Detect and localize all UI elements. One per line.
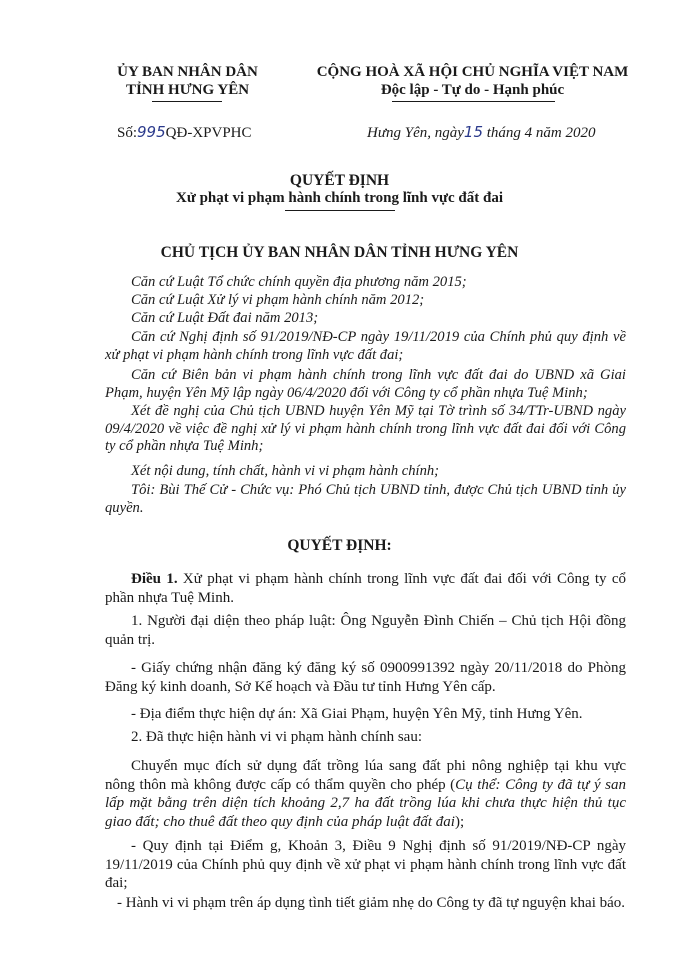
violation-heading: 2. Đã thực hiện hành vi vi phạm hành chính sau:	[131, 729, 422, 745]
document-subtitle: Xử phạt vi phạm hành chính trong lĩnh vực đất đai	[176, 190, 503, 206]
agency-name-line2: TỈNH HƯNG YÊN	[125, 82, 250, 98]
article-1: Điều 1. Xử phạt vi phạm hành chính trong lĩnh vực đất đai đối với Công ty cổ phần nhựa Tuệ Minh.	[105, 571, 627, 606]
basis-paragraph: Xét đề nghị của Chủ tịch UBND huyện Yên Mỹ tại Tờ trình số 34/TTr-UBND ngày 09/4/2020 về việc đề nghị xử lý vi phạm hành chính trong lĩnh vực đất đai đối với Công ty cổ phần nhựa Tuệ Minh;	[105, 403, 626, 454]
business-registration: - Giấy chứng nhận đăng ký đăng ký số 0900991392 ngày 20/11/2018 do Phòng Đăng ký kinh doanh, Sở Kế hoạch và Đầu tư tỉnh Hưng Yên cấp.	[105, 660, 626, 695]
legal-representative: 1. Người đại diện theo pháp luật: Ông Nguyễn Đình Chiến – Chủ tịch Hội đồng quản trị.	[105, 613, 626, 648]
issue-date: Hưng Yên, ngày15 tháng 4 năm 2020	[367, 123, 596, 141]
basis-line: Xét nội dung, tính chất, hành vi vi phạm hành chính;	[131, 463, 440, 479]
title-underline	[285, 210, 395, 211]
national-title: CỘNG HOÀ XÃ HỘI CHỦ NGHĨA VIỆT NAM	[316, 64, 629, 80]
article-label: Điều 1.	[131, 571, 178, 587]
document-title: QUYẾT ĐỊNH	[289, 172, 390, 189]
project-location: - Địa điểm thực hiện dự án: Xã Giai Phạm, huyện Yên Mỹ, tỉnh Hưng Yên.	[131, 706, 583, 722]
basis-paragraph: Căn cứ Nghị định số 91/2019/NĐ-CP ngày 19/11/2019 của Chính phủ quy định về xử phạt vi phạm hành chính trong lĩnh vực đất đai;	[105, 329, 626, 363]
agency-underline	[152, 101, 222, 102]
motto-underline	[392, 101, 555, 102]
basis-line: Căn cứ Luật Tổ chức chính quyền địa phương năm 2015;	[131, 274, 467, 290]
national-motto: Độc lập - Tự do - Hạnh phúc	[380, 82, 565, 98]
handwritten-number: 995	[137, 123, 166, 141]
violation-description: Chuyển mục đích sử dụng đất trồng lúa sang đất phi nông nghiệp tại khu vực nông thôn mà không được cấp có thẩm quyền cho phép (Cụ thể: Công ty đã tự ý san lấp mặt bằng trên diện tích khoảng 2,7 ha đất trồng lúa khi chưa thực hiện thủ tục giao đất; cho thuê đất theo quy định của pháp luật đất đai);	[105, 758, 626, 830]
mitigating-circumstance: - Hành vi vi phạm trên áp dụng tình tiết giảm nhẹ do Công ty đã tự nguyện khai báo.	[117, 895, 626, 911]
legal-provision: - Quy định tại Điểm g, Khoản 3, Điều 9 Nghị định số 91/2019/NĐ-CP ngày 19/11/2019 của Chính phủ quy định về xử phạt vi phạm hành chính trong lĩnh vực đất đai;	[105, 838, 626, 891]
basis-line: Căn cứ Luật Xử lý vi phạm hành chính năm 2012;	[131, 292, 425, 308]
basis-line: Căn cứ Luật Đất đai năm 2013;	[131, 310, 319, 326]
decision-number: Số:995QĐ-XPVPHC	[117, 123, 252, 141]
violation-details: Cụ thể: Công ty đã tự ý san lấp mặt bằng trên diện tích khoảng 2,7 ha đất trồng lúa khi chưa thực hiện thủ tục giao đất; cho thuê đất theo quy định của pháp luật đất đai	[105, 776, 626, 830]
basis-paragraph: Tôi: Bùi Thế Cử - Chức vụ: Phó Chủ tịch UBND tỉnh, được Chủ tịch UBND tỉnh ủy quyền.	[105, 482, 626, 516]
issuing-authority: CHỦ TỊCH ỦY BAN NHÂN DÂN TỈNH HƯNG YÊN	[160, 244, 519, 261]
agency-name-line1: ỦY BAN NHÂN DÂN	[117, 64, 258, 80]
decision-heading: QUYẾT ĐỊNH:	[287, 537, 392, 554]
handwritten-day: 15	[463, 123, 484, 141]
basis-paragraph: Căn cứ Biên bản vi phạm hành chính trong lĩnh vực đất đai do UBND xã Giai Phạm, huyện Yên Mỹ lập ngày 06/4/2020 đối với Công ty cổ phần nhựa Tuệ Minh;	[105, 367, 626, 401]
